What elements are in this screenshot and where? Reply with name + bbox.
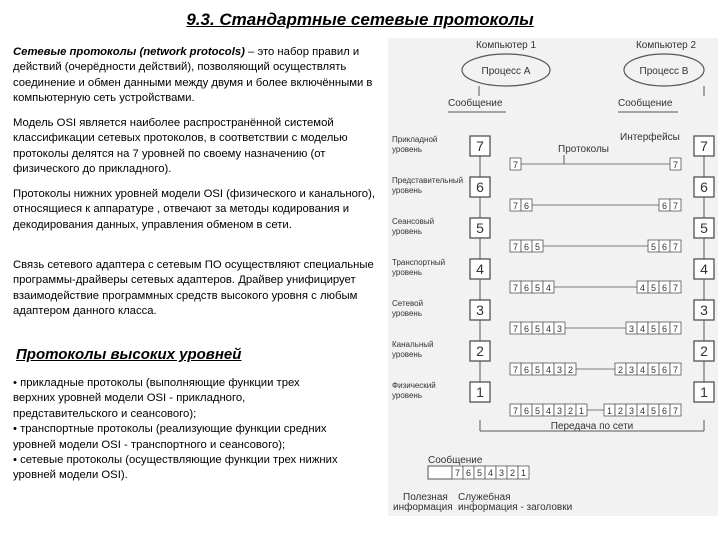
header-digit: 5	[650, 242, 657, 252]
header-digit: 7	[672, 160, 679, 170]
header-digit: 6	[661, 406, 668, 416]
header-digit: 2	[617, 406, 624, 416]
service-info-label-2: информация - заголовки	[458, 502, 573, 513]
header-digit: 6	[661, 201, 668, 211]
header-digit: 4	[545, 324, 552, 334]
level-name: Физический	[392, 381, 436, 390]
level-name: уровень	[392, 145, 423, 154]
level-number-left: 3	[476, 302, 484, 318]
header-digit: 1	[606, 406, 613, 416]
header-digit: 7	[672, 201, 679, 211]
level-number-left: 4	[476, 261, 484, 277]
osi-diagram	[388, 38, 718, 516]
header-digit: 6	[661, 365, 668, 375]
level-name: Транспортный	[392, 258, 446, 267]
header-digit: 6	[661, 324, 668, 334]
header-digit: 7	[672, 365, 679, 375]
level-number-right: 3	[700, 302, 708, 318]
header-digit: 1	[578, 406, 585, 416]
level-name: уровень	[392, 391, 423, 400]
useful-info-label: Полезная	[403, 492, 448, 503]
list-item: • сетевые протоколы (осуществляющие функции трех нижних уровней модели OSI).	[13, 454, 338, 482]
header-digit: 7	[512, 324, 519, 334]
header-digit: 4	[545, 283, 552, 293]
protocols-label: Протоколы	[558, 144, 609, 155]
header-digit: 7	[512, 242, 519, 252]
header-digit: 4	[545, 365, 552, 375]
header-digit: 6	[465, 468, 472, 478]
header-digit: 6	[523, 283, 530, 293]
level-name: Канальный	[392, 340, 434, 349]
message-left-label: Сообщение	[448, 98, 503, 109]
protocol-list	[13, 376, 343, 484]
high-level-protocols-heading: Протоколы высоких уровней	[16, 346, 242, 363]
message-right-label: Сообщение	[618, 98, 673, 109]
header-digit: 6	[523, 324, 530, 334]
header-digit: 6	[661, 283, 668, 293]
header-digit: 2	[567, 406, 574, 416]
header-digit: 5	[534, 324, 541, 334]
level-name: уровень	[392, 350, 423, 359]
payload-cell	[428, 466, 452, 479]
header-digit: 7	[512, 160, 519, 170]
header-digit: 2	[617, 365, 624, 375]
header-digit: 3	[628, 365, 635, 375]
intro-text: – это набор правил и действий (очерёдности действий), позволяющий осуществлять соединение и обмен данными между двумя и более включёнными в компьютерную сеть устройствами.	[13, 46, 373, 104]
adapter-paragraph: Связь сетевого адаптера с сетевым ПО осуществляют специальные программы-драйверы сетевых адаптеров. Драйвер унифицирует взаимодействие программных средств высокого уровня с любым адаптером данного класса.	[13, 259, 374, 317]
header-digit: 6	[523, 201, 530, 211]
header-digit: 7	[512, 365, 519, 375]
level-number-right: 1	[700, 384, 708, 400]
header-digit: 6	[523, 365, 530, 375]
intro-term: Сетевые протоколы (network protocols)	[13, 46, 245, 58]
header-digit: 6	[661, 242, 668, 252]
lower-levels-paragraph: Протоколы нижних уровней модели OSI (физического и канального), относящиеся к аппаратуре , отвечают за методы кодирования и декодирования данных, управления обменом в сети.	[13, 188, 375, 231]
level-number-left: 2	[476, 343, 484, 359]
intro-paragraph	[13, 45, 385, 106]
header-digit: 4	[639, 283, 646, 293]
header-digit: 7	[672, 283, 679, 293]
header-digit: 4	[639, 324, 646, 334]
level-number-left: 1	[476, 384, 484, 400]
header-digit: 5	[650, 406, 657, 416]
header-digit: 5	[650, 283, 657, 293]
header-digit: 2	[509, 468, 516, 478]
service-info-label: Служебная	[458, 492, 511, 503]
header-digit: 3	[556, 365, 563, 375]
level-name: Сетевой	[392, 299, 424, 308]
header-digit: 4	[487, 468, 494, 478]
osi-paragraph: Модель OSI является наиболее распространённой системой классификации сетевых протоколов, в соответствии с моделью протоколы делятся на 7 уровней по своему назначению (от физического до прикладного).	[13, 117, 348, 175]
header-digit: 3	[628, 406, 635, 416]
header-digit: 7	[672, 242, 679, 252]
process-a-label: Процесс А	[481, 66, 531, 77]
process-b-label: Процесс В	[639, 66, 689, 77]
header-digit: 3	[556, 406, 563, 416]
computer1-label: Компьютер 1	[475, 40, 537, 51]
header-digit: 7	[512, 201, 519, 211]
level-name: Прикладной	[392, 135, 438, 144]
header-digit: 3	[556, 324, 563, 334]
header-digit: 4	[639, 365, 646, 375]
header-digit: 7	[454, 468, 461, 478]
level-number-right: 7	[700, 138, 708, 154]
level-name: уровень	[392, 268, 423, 277]
list-item: • прикладные протоколы (выполняющие функции трех верхних уровней модели OSI - прикладного, представительского и сеансового);	[13, 377, 300, 420]
header-digit: 4	[545, 406, 552, 416]
interfaces-label: Интерфейсы	[620, 132, 680, 143]
level-name: уровень	[392, 309, 423, 318]
level-name: уровень	[392, 227, 423, 236]
useful-info-label-2: информация	[393, 502, 453, 513]
header-digit: 7	[512, 283, 519, 293]
header-digit: 5	[534, 406, 541, 416]
list-item: • транспортные протоколы (реализующие функции средних уровней модели OSI - транспортного и сеансового);	[13, 423, 327, 451]
header-digit: 2	[567, 365, 574, 375]
header-digit: 5	[534, 283, 541, 293]
network-transfer-label: Передача по сети	[550, 421, 634, 432]
level-number-left: 7	[476, 138, 484, 154]
header-digit: 3	[628, 324, 635, 334]
header-digit: 6	[523, 406, 530, 416]
message-bottom-label: Сообщение	[428, 455, 483, 466]
diagram-background	[388, 38, 718, 516]
header-digit: 5	[534, 242, 541, 252]
level-name: уровень	[392, 186, 423, 195]
header-digit: 5	[476, 468, 483, 478]
level-name: Представительный	[392, 176, 464, 185]
level-number-right: 2	[700, 343, 708, 359]
header-digit: 4	[639, 406, 646, 416]
level-number-right: 4	[700, 261, 708, 277]
level-name: Сеансовый	[392, 217, 435, 226]
header-digit: 1	[520, 468, 527, 478]
header-digit: 3	[498, 468, 505, 478]
page-title: 9.3. Стандартные сетевые протоколы	[186, 10, 534, 29]
header-digit: 7	[672, 406, 679, 416]
level-number-right: 6	[700, 179, 708, 195]
level-number-left: 6	[476, 179, 484, 195]
bottom-packet	[428, 466, 529, 479]
header-digit: 7	[672, 324, 679, 334]
header-digit: 5	[650, 365, 657, 375]
header-digit: 7	[512, 406, 519, 416]
computer2-label: Компьютер 2	[635, 40, 697, 51]
level-number-right: 5	[700, 220, 708, 236]
level-number-left: 5	[476, 220, 484, 236]
header-digit: 5	[650, 324, 657, 334]
header-digit: 6	[523, 242, 530, 252]
header-digit: 5	[534, 365, 541, 375]
